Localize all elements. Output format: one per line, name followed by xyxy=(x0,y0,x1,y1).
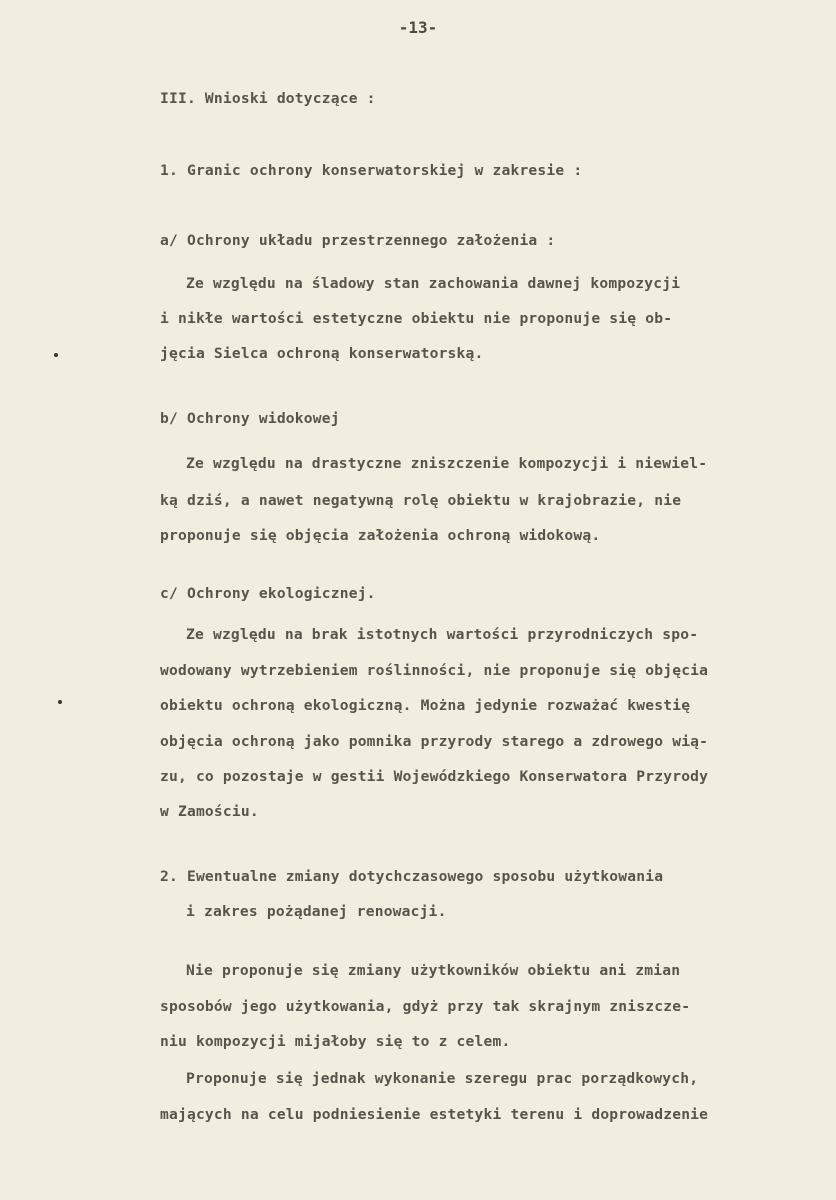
text-line: Ze względu na drastyczne zniszczenie kompozycji i niewiel- xyxy=(186,455,708,472)
text-line: obiektu ochroną ekologiczną. Można jedynie rozważać kwestię xyxy=(160,697,691,714)
text-line: w Zamościu. xyxy=(160,803,259,820)
subsection-c-heading: c/ Ochrony ekologicznej. xyxy=(160,585,376,602)
margin-mark xyxy=(58,700,62,704)
text-line: Proponuje się jednak wykonanie szeregu prac porządkowych, xyxy=(186,1070,699,1087)
point2-heading-line: 2. Ewentualne zmiany dotychczasowego sposobu użytkowania xyxy=(160,868,664,885)
text-line: sposobów jego użytkowania, gdyż przy tak skrajnym zniszcze- xyxy=(160,998,691,1015)
text-line: proponuje się objęcia założenia ochroną widokową. xyxy=(160,527,601,544)
point2-heading-line: i zakres pożądanej renowacji. xyxy=(186,903,447,920)
text-line: i nikłe wartości estetyczne obiektu nie proponuje się ob- xyxy=(160,310,673,327)
point1-heading: 1. Granic ochrony konserwatorskiej w zakresie : xyxy=(160,162,583,179)
text-line: objęcia ochroną jako pomnika przyrody starego a zdrowego wią- xyxy=(160,733,709,750)
text-line: niu kompozycji mijałoby się to z celem. xyxy=(160,1033,511,1050)
text-line: wodowany wytrzebieniem roślinności, nie proponuje się objęcia xyxy=(160,662,709,679)
subsection-b-heading: b/ Ochrony widokowej xyxy=(160,410,340,427)
text-line: ką dziś, a nawet negatywną rolę obiektu w krajobrazie, nie xyxy=(160,492,682,509)
subsection-a-heading: a/ Ochrony układu przestrzennego założenia : xyxy=(160,232,556,249)
section-title: III. Wnioski dotyczące : xyxy=(160,90,376,107)
text-line: jęcia Sielca ochroną konserwatorską. xyxy=(160,345,484,362)
text-line: mających na celu podniesienie estetyki terenu i doprowadzenie xyxy=(160,1106,709,1123)
text-line: zu, co pozostaje w gestii Wojewódzkiego Konserwatora Przyrody xyxy=(160,768,709,785)
margin-mark xyxy=(54,353,58,357)
text-line: Ze względu na śladowy stan zachowania dawnej kompozycji xyxy=(186,275,681,292)
text-line: Nie proponuje się zmiany użytkowników obiektu ani zmian xyxy=(186,962,681,979)
page-number: -13- xyxy=(398,18,438,37)
text-line: Ze względu na brak istotnych wartości przyrodniczych spo- xyxy=(186,626,699,643)
